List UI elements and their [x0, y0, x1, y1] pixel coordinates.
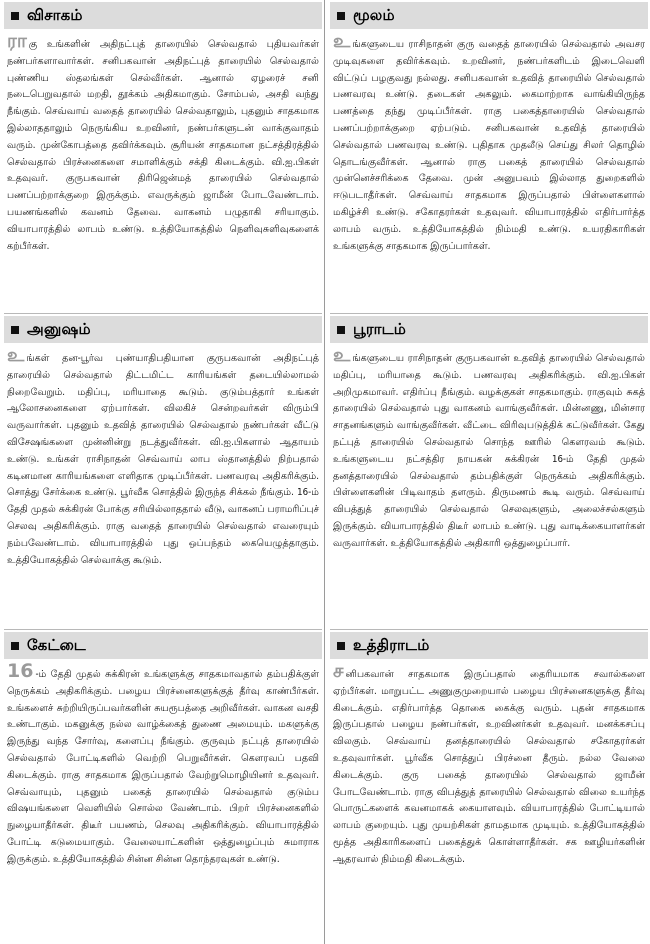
section-body-text: ங்கள் தன-பூர்வ புண்யாதிபதியான குருபகவான் அதிநட்புத் தாரையில் செல்வதால் திட்டமிட்ட காரியங்கள் தடையில்லாமல் நிறைவேறும். மதிப்பு, மரியாதை கூடும். குடும்பத்தார் உங்கள் ஆலோசனைகளை ஏற்பார்கள். விலகிச் சென்றவர்கள் விரும்பி வருவார்கள். புதனும் உதவித் தாரையில் செல்வதால் நண்பர்கள் வீட்டு விசேஷங்களை முன்னின்று நடத்துவீர்கள். வி.ஐ.பிகளால் ஆதாயம் உண்டு. உங்கள் ராசிநாதன் செவ்வாய் லாப ஸ்தானத்தில் நிற்பதால் கடினமான காரியங்களை எளிதாக முடிப்பீர்கள். பணவரவு அதிகரிக்கும். சொத்து சேர்க்கை உண்டு. பூர்வீக சொத்தில் இருந்த சிக்கல் நீங்கும். 16-ம் தேதி முதல் சுக்கிரன் போக்கு சரியில்லாததால் வீடு, வாகனப் பராமரிப்புச் செலவு அதிகரிக்கும். ராகு வதைத் தாரையில் செல்வதால் எவரையும் நம்பவேண்டாம். வியாபாரத்தில் புது ஒப்பந்தம் கையெழுத்தாகும். உத்தியோகத்தில் செல்வாக்கு கூடும். [7, 353, 319, 566]
section-header [330, 2, 648, 29]
row-divider-right-1 [330, 313, 648, 314]
section-visakam [4, 2, 322, 310]
square-bullet-icon [11, 12, 19, 20]
drop-cap: உ [333, 30, 351, 52]
column-divider [324, 0, 325, 944]
section-title: அனுஷம் [27, 319, 91, 338]
section-body-text: -ம் தேதி முதல் சுக்கிரன் உங்களுக்கு சாதகமாவதால் தம்பதிக்குள் நெருக்கம் அதிகரிக்கும். பழைய பிரச்னைகளுக்குத் தீர்வு காண்பீர்கள். உங்களைச் சுற்றியிருப்பவர்களின் சுயரூபத்தை அறிவீர்கள். வாகன வசதி உண்டாகும். மகனுக்கு நல்ல வாழ்க்கைத் துணை அமையும். மகளுக்கு இருந்து வந்த சோர்வு, களைப்பு நீங்கும். குருவும் நட்புத் தாரையில் செல்வதால் போட்டிகளில் வெற்றி பெறுவீர்கள். கௌரவப் பதவி கிடைக்கும். ராகு சாதகமாக இருப்பதால் வேற்றுமொழியினர் உதவுவர். செவ்வாயும், புதனும் பகைத் தாரையில் செல்வதால் குடும்ப விஷயங்களை வெளியில் சொல்ல வேண்டாம். பிறர் பிரச்னைகளில் நுழையாதீர்கள். திடீர் பயணம், செலவு அதிகரிக்கும். வியாபாரத்தில் போட்டி கடுமையாகும். வேலையாட்களின் ஒத்துழைப்பும் சுமாராக இருக்கும். உத்தியோகத்தில் சின்ன சின்ன தொந்தரவுகள் உண்டு. [7, 669, 319, 865]
row-divider-left-1 [4, 313, 322, 314]
square-bullet-icon [11, 326, 19, 334]
section-body [4, 659, 322, 869]
square-bullet-icon [337, 12, 345, 20]
section-body-text: கு உங்களின் அதிநட்புத் தாரையில் செல்வதால் புதியவர்கள் நண்பர்களாவார்கள். சனிபகவான் அதிநட்புத் தாரையில் செல்வதால் புண்ணிய ஸ்தலங்கள் செல்வீர்கள். ஆனால் ஏழரைச் சனி நடைபெறுவதால் மறதி, தூக்கம் அதிகமாகும். சோம்பல், அசதி வந்து நீங்கும். செவ்வாய் வதைத் தாரையில் செல்வதாலும், புதனும் சாதகமாக இல்லாததாலும் நெருங்கிய உறவினர், நண்பர்களுடன் வாக்குவாதம் வரும். முன்கோபத்தை தவிர்க்கவும். சூரியன் சாதகமான நட்சத்திரத்தில் செல்வதால் பிரச்னைகளை சமாளிக்கும் சக்தி கிடைக்கும். வி.ஐ.பிகள் உதவுவர். குருபகவான் திரிஜென்மத் தாரையில் செல்வதால் பணப்பற்றாக்குறை இருக்கும். எவருக்கும் ஜாமீன் போடவேண்டாம். பயணங்களில் கவனம் தேவை. வாகனம் பழுதாகி சரியாகும். வியாபாரத்தில் லாபம் உண்டு. உத்தியோகத்தில் நெளிவுசுளிவுகளைக் கற்பீர்கள். [7, 39, 319, 252]
square-bullet-icon [337, 326, 345, 334]
section-moolam [330, 2, 648, 310]
section-title: கேட்டை [27, 635, 86, 654]
section-body [330, 29, 648, 255]
drop-cap: உ [333, 344, 351, 366]
section-header [4, 2, 322, 29]
square-bullet-icon [11, 642, 19, 650]
section-title: மூலம் [353, 5, 395, 24]
section-header [4, 632, 322, 659]
section-title: உத்திராடம் [353, 635, 430, 654]
section-header [330, 632, 648, 659]
drop-cap: ச [333, 660, 344, 682]
section-header [330, 316, 648, 343]
section-body-text: ங்களுடைய ராசிநாதன் குரு வதைத் தாரையில் செல்வதால் அவசர முடிவுகளை தவிர்க்கவும். உறவினர், நண்பர்களிடம் இடைவெளி விட்டுப் பழகுவது நல்லது. சனிபகவான் உதவித் தாரையில் செல்வதால் பணவரவு உண்டு. தடைகள் அகலும். கைமாற்றாக வாங்கியிருந்த பணத்தை தந்து முடிப்பீர்கள். ராகு பகைத்தாரையில் செல்வதால் பணப்பற்றாக்குறை ஏற்படும். சனிபகவான் உதவித் தாரையில் செல்வதால் பணவரவு உண்டு. புதிதாக முதலீடு செய்து சிலர் தொழில் தொடங்குவீர்கள். ஆனால் ராகு பகைத் தாரையில் செல்வதால் முன்னெச்சரிக்கை தேவை. முன் அனுபவம் இல்லாத துறைகளில் ஈடுபடாதீர்கள். செவ்வாய் சாதகமாக இருப்பதால் பிள்ளைகளால் மகிழ்ச்சி உண்டு. சகோதரர்கள் உதவுவர். வியாபாரத்தில் எதிர்பார்த்த லாபம் வரும். உத்தியோகத்தில் நிம்மதி உண்டு. உயரதிகாரிகள் உங்களுக்கு சாதகமாக இருப்பார்கள். [333, 39, 645, 252]
section-body-text: னிபகவான் சாதகமாக இருப்பதால் தைரியமாக சவால்களை ஏற்பீர்கள். மாறுபட்ட அணுகுமுறையால் பழைய பிரச்னைகளுக்கு தீர்வு கிடைக்கும். எதிர்பார்த்த தொகை கைக்கு வரும். புதன் சாதகமாக இருப்பதால் பழைய நண்பர்கள், உறவினர்கள் உதவுவர். மனக்கசப்பு விலகும். செவ்வாய் தனத்தாரையில் செல்வதால் சகோதரர்கள் உதவுவார்கள். பூர்வீக சொத்துப் பிரச்னை தீரும். நல்ல வேலை கிடைக்கும். குரு பகைத் தாரையில் செல்வதால் ஜாமீன் போடவேண்டாம். ராகு விபத்துத் தாரையில் செல்வதால் விலை உயர்ந்த பொருட்களைக் கவனமாகக் கையாளவும். வியாபாரத்தில் போட்டியால் லாபம் குறையும். புது முயற்சிகள் தாமதமாக முடியும். உத்தியோகத்தில் மூத்த அதிகாரிகளைப் பகைத்துக் கொள்ளாதீர்கள். சக ஊழியர்களின் ஆதரவால் நிம்மதி கிடைக்கும். [333, 669, 645, 865]
section-uthiradam [330, 632, 648, 942]
drop-cap: ரா [7, 30, 27, 52]
section-title: பூராடம் [353, 319, 407, 338]
section-anusham [4, 316, 322, 626]
section-pooradam [330, 316, 648, 626]
section-body-text: ங்களுடைய ராசிநாதன் குருபகவான் உதவித் தாரையில் செல்வதால் மதிப்பு, மரியாதை கூடும். பணவரவு அதிகரிக்கும். வி.ஐ.பிகள் அறிமுகமாவர். எதிர்ப்பு நீங்கும். வழக்குகள் சாதகமாகும். ராகுவும் சுகத் தாரையில் செல்வதால் புது வாகனம் வாங்குவீர்கள். மின்னணு, மின்சார சாதனங்களும் வாங்குவீர்கள். வீட்டை விரிவுபடுத்திக் கட்டுவீர்கள். கேது நட்புத் தாரையில் செல்வதால் சொந்த ஊரில் கௌரவம் கூடும். உங்களுடைய நட்சத்திர நாயகன் சுக்கிரன் 16-ம் தேதி முதல் தனத்தாரையில் செல்வதால் தம்பதிக்குள் நெருக்கம் அதிகரிக்கும். பிள்ளைகளின் பிடிவாதம் தளரும். திருமணம் கூடி வரும். செவ்வாய் விபத்துத் தாரையில் செல்வதால் செலவுகளும், அலைச்சல்களும் இருக்கும். வியாபாரத்தில் திடீர் லாபம் உண்டு. புது வாடிக்கையாளர்கள் வருவார்கள். உத்தியோகத்தில் அதிகாரி ஒத்துழைப்பார். [333, 353, 645, 549]
drop-cap: உ [7, 344, 25, 366]
row-divider-left-2 [4, 629, 322, 630]
section-header [4, 316, 322, 343]
section-body [330, 659, 648, 869]
row-divider-right-2 [330, 629, 648, 630]
section-title: விசாகம் [27, 5, 83, 24]
section-body [4, 29, 322, 255]
square-bullet-icon [337, 642, 345, 650]
section-body [330, 343, 648, 553]
drop-cap: 16 [7, 660, 34, 682]
section-kettai [4, 632, 322, 942]
section-body [4, 343, 322, 569]
